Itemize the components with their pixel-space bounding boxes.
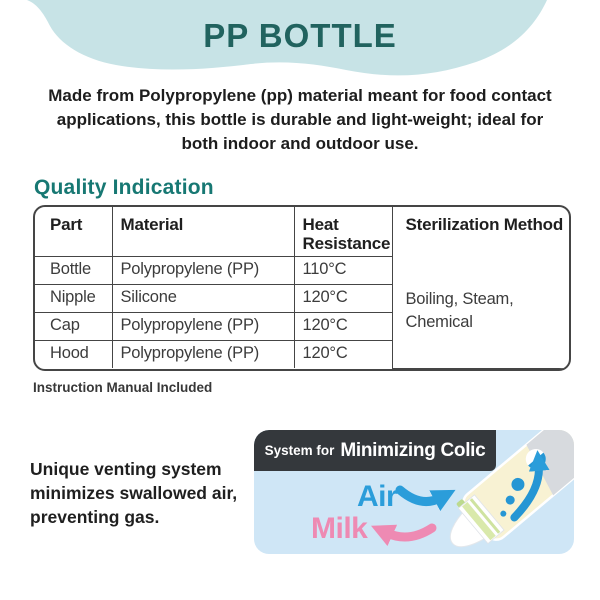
cell-material: Silicone xyxy=(112,284,294,312)
page-title: PP BOTTLE xyxy=(203,17,397,54)
description-line: Made from Polypropylene (pp) material meant for food contact xyxy=(48,86,552,105)
cell-heat: 110°C xyxy=(294,256,392,284)
description-line: applications, this bottle is durable and light-weight; ideal for xyxy=(56,110,544,129)
banner-prefix: System for xyxy=(264,443,335,458)
product-description xyxy=(0,84,600,156)
cell-heat: 120°C xyxy=(294,340,392,368)
colic-banner xyxy=(254,430,496,471)
cell-material: Polypropylene (PP) xyxy=(112,340,294,368)
cell-part: Nipple xyxy=(35,284,112,312)
cell-part: Bottle xyxy=(35,256,112,284)
air-label: Air xyxy=(357,480,398,513)
cell-sterilization-method: Boiling, Steam, Chemical xyxy=(392,256,569,368)
column-header-sterilization-method: Sterilization Method xyxy=(392,207,569,256)
banner-main: Minimizing Colic xyxy=(340,439,486,461)
cell-part: Hood xyxy=(35,340,112,368)
air-arrow-icon xyxy=(400,490,440,502)
cell-material: Polypropylene (PP) xyxy=(112,312,294,340)
instruction-manual-note: Instruction Manual Included xyxy=(33,380,213,395)
table-row xyxy=(35,256,569,284)
cell-heat: 120°C xyxy=(294,312,392,340)
cell-part: Cap xyxy=(35,312,112,340)
quality-indication-heading: Quality Indication xyxy=(34,176,214,199)
column-header-material: Material xyxy=(112,207,294,256)
milk-label: Milk xyxy=(311,512,368,545)
cell-material: Polypropylene (PP) xyxy=(112,256,294,284)
venting-system-text xyxy=(30,457,270,529)
table-header-row xyxy=(35,207,569,256)
milk-arrow-icon xyxy=(387,528,432,537)
venting-line: Unique venting system xyxy=(30,459,222,479)
venting-line: preventing gas. xyxy=(30,507,160,527)
quality-table xyxy=(33,205,571,371)
description-line: both indoor and outdoor use. xyxy=(181,134,419,153)
venting-line: minimizes swallowed air, xyxy=(30,483,238,503)
cell-heat: 120°C xyxy=(294,284,392,312)
minimizing-colic-card xyxy=(254,430,574,554)
column-header-heat-resistance: Heat Resistance xyxy=(294,207,392,256)
column-header-part: Part xyxy=(35,207,112,256)
